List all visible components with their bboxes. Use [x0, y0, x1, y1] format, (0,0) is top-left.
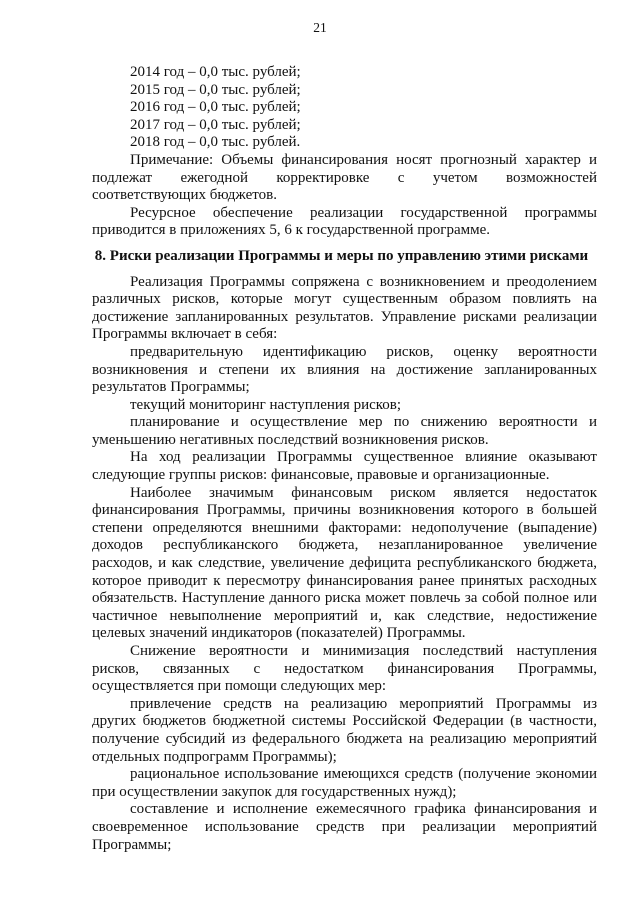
text-line: рациональное использование имеющихся средств (получение экономии — [130, 766, 597, 783]
text-line: составление и исполнение ежемесячного графика финансирования и — [130, 801, 597, 818]
text-line: Программы; — [92, 836, 172, 853]
text-line: которое приводит к пересмотру финансирования ранее принятых расходных — [92, 572, 597, 589]
text-line: обязательств. Наступление данного риска может повлечь за собой полное или — [92, 590, 597, 607]
text-line: следующие группы рисков: финансовые, правовые и организационные. — [92, 467, 550, 484]
text-line: предварительную идентификацию рисков, оценку вероятности — [130, 343, 597, 360]
text-line: Наиболее значимым финансовым риском является недостаток — [130, 484, 597, 501]
text-line: На ход реализации Программы существенное влияние оказывают — [130, 449, 597, 466]
text-line: Примечание: Объемы финансирования носят прогнозный характер и — [130, 151, 597, 168]
text-line: 2017 год – 0,0 тыс. рублей; — [130, 116, 301, 133]
text-line: Ресурсное обеспечение реализации государственной программы — [130, 204, 597, 221]
text-line: других бюджетов бюджетной системы Российской Федерации (в частности, — [92, 713, 597, 730]
text-line: рисков, связанных с недостатком финансирования Программы, — [92, 660, 597, 677]
text-line: отдельных подпрограмм Программы); — [92, 748, 337, 765]
document-body — [92, 64, 597, 854]
text-line: планирование и осуществление мер по снижению вероятности и — [130, 414, 597, 431]
text-line: осуществляется при помощи следующих мер: — [92, 678, 387, 695]
text-line: 2015 год – 0,0 тыс. рублей; — [130, 81, 301, 98]
text-line: соответствующих бюджетов. — [92, 187, 277, 204]
text-line: при осуществлении закупок для государственных нужд); — [92, 783, 457, 800]
text-line: целевых значений индикаторов (показателей) Программы. — [92, 625, 466, 642]
text-line: степени определяются внешними факторами: недополучение (выпадение) — [92, 519, 597, 536]
text-line: 2018 год – 0,0 тыс. рублей. — [130, 134, 301, 151]
page-number: 21 — [313, 20, 327, 35]
text-line: различных рисков, которые могут существенным образом повлиять на — [92, 291, 597, 308]
text-line: текущий мониторинг наступления рисков; — [130, 396, 402, 413]
text-line: привлечение средств на реализацию мероприятий Программы из — [130, 695, 597, 712]
text-line: достижение запланированных результатов. Управление рисками реализации — [92, 308, 597, 325]
text-line: Программы включает в себя: — [92, 326, 278, 343]
text-line: финансирования Программы, причины возникновения которого в большей — [92, 502, 597, 519]
text-line: возникновения и степени их влияния на достижение запланированных — [92, 361, 597, 378]
text-line: Снижение вероятности и минимизация последствий наступления — [130, 643, 597, 659]
text-line: приводится в приложениях 5, 6 к государственной программе. — [92, 222, 491, 239]
text-line: расходов, и как следствие, увеличение дефицита республиканского бюджета, — [92, 555, 597, 572]
text-line: уменьшению негативных последствий возникновения рисков. — [92, 431, 489, 448]
section-heading: 8. Риски реализации Программы и меры по управлению этими рисками — [94, 247, 589, 264]
text-line: подлежат ежегодной корректировке с учетом возможностей — [92, 169, 597, 186]
text-line: 2016 год – 0,0 тыс. рублей; — [130, 99, 301, 116]
text-line: частичное невыполнение мероприятий и, как следствие, недостижение — [92, 607, 597, 624]
text-line: получение субсидий из федерального бюджета на реализацию мероприятий — [92, 730, 597, 747]
text-line: доходов республиканского бюджета, незапланированное увеличение — [92, 537, 597, 554]
text-line: 2014 год – 0,0 тыс. рублей; — [130, 64, 301, 80]
text-line: своевременное использование средств при реализации мероприятий — [92, 818, 597, 835]
text-line: Реализация Программы сопряжена с возникновением и преодолением — [130, 273, 597, 290]
text-line: результатов Программы; — [92, 379, 250, 396]
